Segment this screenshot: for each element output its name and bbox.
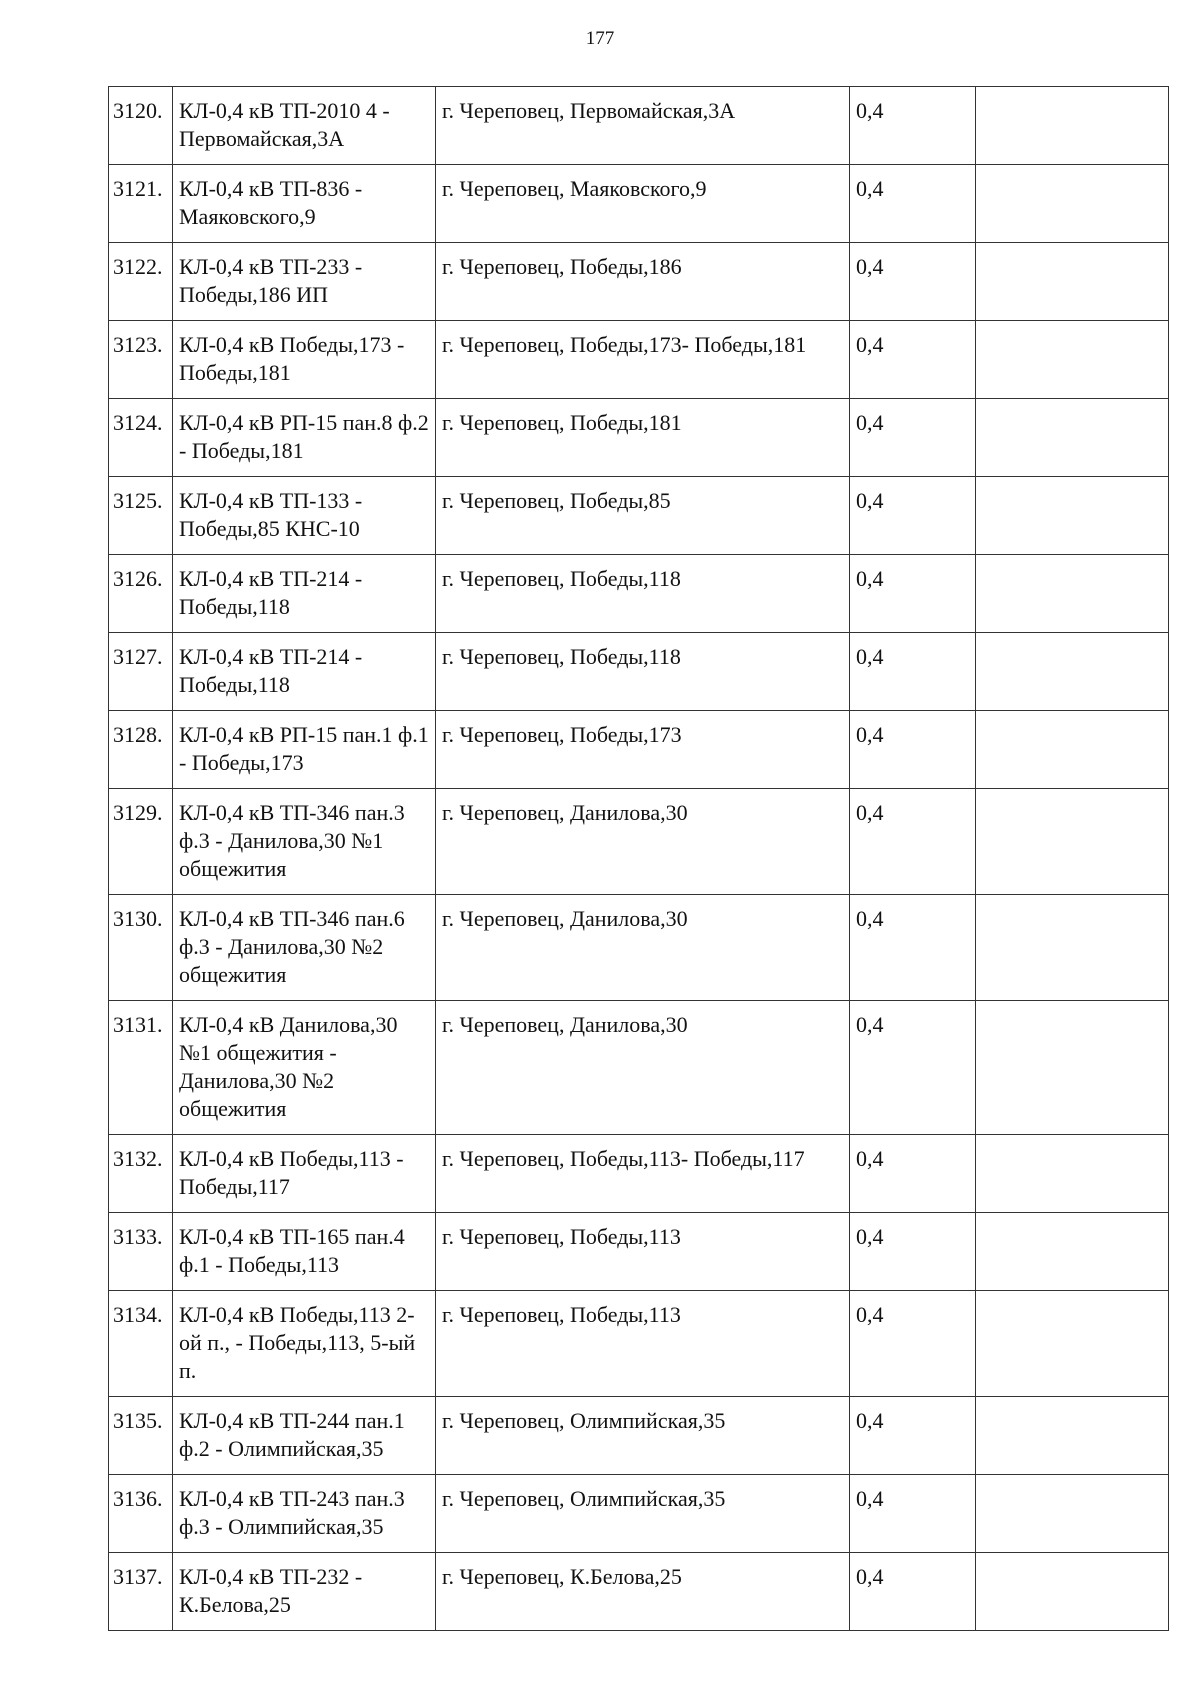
line-extra: [976, 1213, 1169, 1291]
row-number: 3134.: [109, 1291, 173, 1397]
line-name: КЛ-0,4 кВ ТП-244 пан.1 ф.2 - Олимпийская,35: [173, 1397, 436, 1475]
row-number: 3136.: [109, 1475, 173, 1553]
table-row: [109, 633, 1169, 711]
line-voltage: 0,4: [850, 1475, 976, 1553]
line-name: КЛ-0,4 кВ ТП-214 - Победы,118: [173, 555, 436, 633]
line-extra: [976, 243, 1169, 321]
table-row: [109, 1553, 1169, 1631]
line-name: КЛ-0,4 кВ ТП-836 - Маяковского,9: [173, 165, 436, 243]
line-address: г. Череповец, Победы,85: [436, 477, 850, 555]
row-number: 3122.: [109, 243, 173, 321]
row-number: 3126.: [109, 555, 173, 633]
line-voltage: 0,4: [850, 1397, 976, 1475]
line-voltage: 0,4: [850, 477, 976, 555]
line-extra: [976, 321, 1169, 399]
line-voltage: 0,4: [850, 1213, 976, 1291]
table-row: [109, 1291, 1169, 1397]
line-extra: [976, 1001, 1169, 1135]
line-voltage: 0,4: [850, 895, 976, 1001]
line-address: г. Череповец, Победы,113: [436, 1291, 850, 1397]
line-address: г. Череповец, Победы,118: [436, 555, 850, 633]
line-extra: [976, 399, 1169, 477]
row-number: 3130.: [109, 895, 173, 1001]
line-address: г. Череповец, Данилова,30: [436, 1001, 850, 1135]
table-row: [109, 1135, 1169, 1213]
line-voltage: 0,4: [850, 789, 976, 895]
table-row: [109, 477, 1169, 555]
line-voltage: 0,4: [850, 165, 976, 243]
line-extra: [976, 1291, 1169, 1397]
table-row: [109, 1475, 1169, 1553]
line-voltage: 0,4: [850, 711, 976, 789]
line-extra: [976, 633, 1169, 711]
table-row: [109, 1397, 1169, 1475]
line-voltage: 0,4: [850, 633, 976, 711]
line-name: КЛ-0,4 кВ ТП-232 - К.Белова,25: [173, 1553, 436, 1631]
table-row: [109, 789, 1169, 895]
line-address: г. Череповец, Олимпийская,35: [436, 1397, 850, 1475]
line-address: г. Череповец, Победы,113: [436, 1213, 850, 1291]
row-number: 3124.: [109, 399, 173, 477]
table-row: [109, 895, 1169, 1001]
line-name: КЛ-0,4 кВ ТП-346 пан.3 ф.3 - Данилова,30 №1 общежития: [173, 789, 436, 895]
row-number: 3137.: [109, 1553, 173, 1631]
line-name: КЛ-0,4 кВ Данилова,30 №1 общежития - Данилова,30 №2 общежития: [173, 1001, 436, 1135]
line-extra: [976, 1135, 1169, 1213]
line-address: г. Череповец, Маяковского,9: [436, 165, 850, 243]
line-address: г. Череповец, Победы,186: [436, 243, 850, 321]
line-address: г. Череповец, Победы,118: [436, 633, 850, 711]
line-voltage: 0,4: [850, 1291, 976, 1397]
table-row: [109, 321, 1169, 399]
line-voltage: 0,4: [850, 87, 976, 165]
cable-lines-table: [108, 86, 1169, 1631]
row-number: 3135.: [109, 1397, 173, 1475]
line-name: КЛ-0,4 кВ Победы,113 2-ой п., - Победы,113, 5-ый п.: [173, 1291, 436, 1397]
line-address: г. Череповец, Первомайская,3А: [436, 87, 850, 165]
line-name: КЛ-0,4 кВ ТП-243 пан.3 ф.3 - Олимпийская,35: [173, 1475, 436, 1553]
line-name: КЛ-0,4 кВ РП-15 пан.1 ф.1 - Победы,173: [173, 711, 436, 789]
line-address: г. Череповец, Победы,173- Победы,181: [436, 321, 850, 399]
table-row: [109, 1213, 1169, 1291]
row-number: 3128.: [109, 711, 173, 789]
table-row: [109, 711, 1169, 789]
line-extra: [976, 477, 1169, 555]
line-extra: [976, 87, 1169, 165]
line-address: г. Череповец, К.Белова,25: [436, 1553, 850, 1631]
table-row: [109, 1001, 1169, 1135]
line-extra: [976, 895, 1169, 1001]
line-extra: [976, 711, 1169, 789]
line-extra: [976, 1397, 1169, 1475]
line-name: КЛ-0,4 кВ Победы,113 - Победы,117: [173, 1135, 436, 1213]
table-row: [109, 165, 1169, 243]
line-voltage: 0,4: [850, 243, 976, 321]
line-extra: [976, 165, 1169, 243]
line-voltage: 0,4: [850, 1135, 976, 1213]
line-address: г. Череповец, Победы,113- Победы,117: [436, 1135, 850, 1213]
line-extra: [976, 1553, 1169, 1631]
row-number: 3133.: [109, 1213, 173, 1291]
line-name: КЛ-0,4 кВ РП-15 пан.8 ф.2 - Победы,181: [173, 399, 436, 477]
line-address: г. Череповец, Победы,181: [436, 399, 850, 477]
line-name: КЛ-0,4 кВ ТП-165 пан.4 ф.1 - Победы,113: [173, 1213, 436, 1291]
line-name: КЛ-0,4 кВ ТП-133 - Победы,85 КНС-10: [173, 477, 436, 555]
line-extra: [976, 789, 1169, 895]
row-number: 3123.: [109, 321, 173, 399]
line-voltage: 0,4: [850, 321, 976, 399]
line-voltage: 0,4: [850, 1553, 976, 1631]
line-name: КЛ-0,4 кВ ТП-233 - Победы,186 ИП: [173, 243, 436, 321]
line-voltage: 0,4: [850, 1001, 976, 1135]
line-voltage: 0,4: [850, 399, 976, 477]
line-name: КЛ-0,4 кВ Победы,173 - Победы,181: [173, 321, 436, 399]
line-address: г. Череповец, Олимпийская,35: [436, 1475, 850, 1553]
page-number: 177: [585, 28, 615, 49]
row-number: 3129.: [109, 789, 173, 895]
row-number: 3132.: [109, 1135, 173, 1213]
line-address: г. Череповец, Данилова,30: [436, 789, 850, 895]
line-extra: [976, 555, 1169, 633]
table-row: [109, 243, 1169, 321]
row-number: 3121.: [109, 165, 173, 243]
line-extra: [976, 1475, 1169, 1553]
row-number: 3131.: [109, 1001, 173, 1135]
table-row: [109, 399, 1169, 477]
row-number: 3120.: [109, 87, 173, 165]
line-address: г. Череповец, Данилова,30: [436, 895, 850, 1001]
table-row: [109, 555, 1169, 633]
line-name: КЛ-0,4 кВ ТП-346 пан.6 ф.3 - Данилова,30 №2 общежития: [173, 895, 436, 1001]
table-row: [109, 87, 1169, 165]
line-name: КЛ-0,4 кВ ТП-2010 4 - Первомайская,3А: [173, 87, 436, 165]
line-voltage: 0,4: [850, 555, 976, 633]
row-number: 3125.: [109, 477, 173, 555]
line-name: КЛ-0,4 кВ ТП-214 - Победы,118: [173, 633, 436, 711]
line-address: г. Череповец, Победы,173: [436, 711, 850, 789]
row-number: 3127.: [109, 633, 173, 711]
